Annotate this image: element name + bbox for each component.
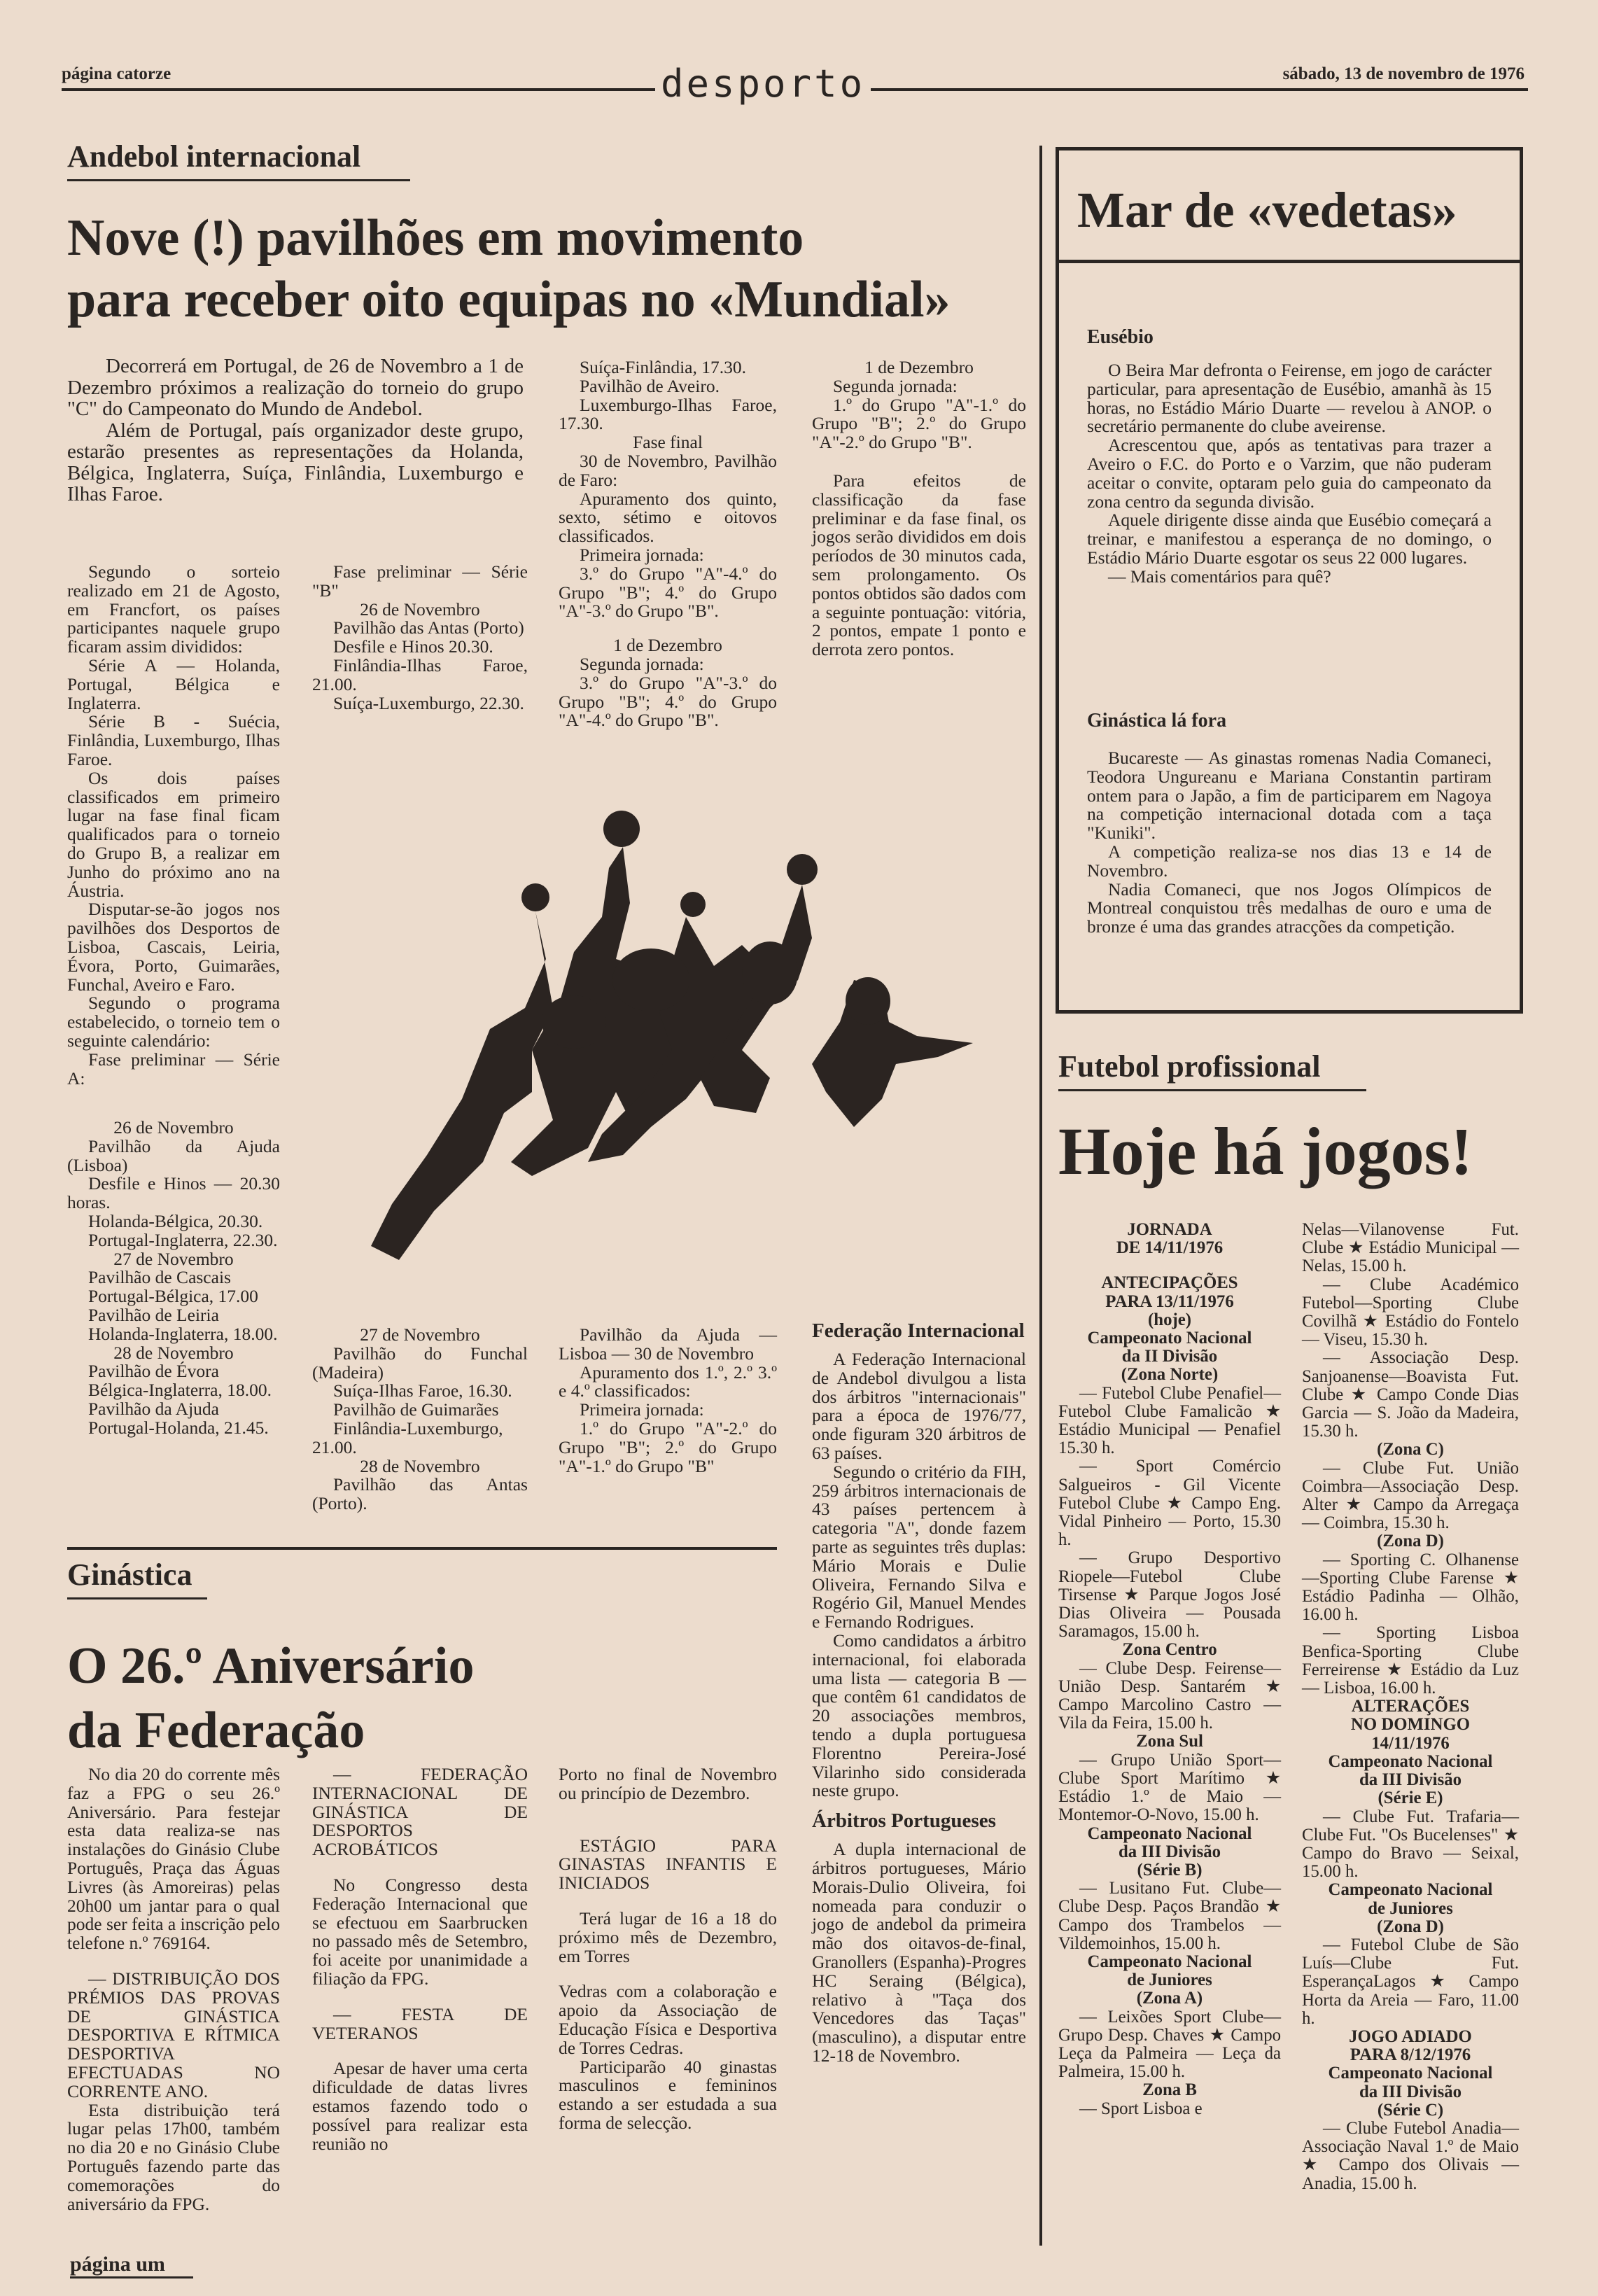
subheading: (Série C) <box>1377 2100 1444 2120</box>
footer-underline <box>70 2276 193 2278</box>
ginastica-column-3 <box>559 1765 777 2133</box>
paragraph: Os dois países classificados em primeiro lugar na fase final ficam qualificados para o torneio do Grupo B, a realizar em Junho do próximo ano na Áustria. <box>67 767 280 901</box>
andebol-column-1-cont <box>67 1119 280 1438</box>
subheading: 14/11/1976 <box>1371 1733 1450 1753</box>
spacer <box>312 1859 528 1876</box>
paragraph: Série A — Holanda, Portugal, Bélgica e Inglaterra. <box>67 654 280 713</box>
paragraph: — FESTA DE VETERANOS <box>312 2003 528 2043</box>
paragraph: Primeira jornada: <box>580 1399 704 1420</box>
subheading: Campeonato Nacional <box>1087 1823 1252 1843</box>
paragraph: Holanda-Bélgica, 20.30. <box>88 1210 263 1231</box>
section-underline <box>1058 1089 1366 1091</box>
andebol-column-1 <box>67 563 280 1088</box>
eusebio-title: Eusébio <box>1087 326 1154 348</box>
paragraph: — Sporting Lisboa Benfica-Sporting Clube Ferreirense ★ Estádio da Luz — Lisboa, 16.00 h. <box>1302 1623 1519 1698</box>
subheading: Campeonato Nacional <box>1328 1880 1493 1900</box>
ball-icon <box>603 811 640 847</box>
spacer <box>559 1893 777 1910</box>
subheading: (Série B) <box>1137 1860 1203 1879</box>
paragraph: Pavilhão da Ajuda — Lisboa — 30 de Novembro <box>559 1324 777 1364</box>
subheading: (Zona C) <box>1377 1440 1444 1460</box>
paragraph: Pavilhão de Guimarães <box>333 1399 499 1420</box>
paragraph: Esta distribuição terá lugar pelas 17h00, também no dia 20 e no Ginásio Clube Português fazendo parte das comemorações do aniversário da FPG. <box>67 2099 280 2214</box>
paragraph: — Leixões Sport Clube—Grupo Desp. Chaves ★ Campo Leça da Palmeira — Leça da Palmeira, 15.00 h. <box>1058 2007 1281 2082</box>
paragraph: Finlândia-Ilhas Faroe, 21.00. <box>312 654 528 694</box>
paragraph: Disputar-se-ão jogos nos pavilhões dos Desportos de Lisboa, Cascais, Leiria, Évora, Porto, Guimarães, Funchal, Aveiro e Faro. <box>67 899 280 995</box>
paragraph: Portugal-Holanda, 21.45. <box>88 1417 269 1438</box>
paragraph: Fase preliminar — Série "B" <box>312 561 528 601</box>
eusebio-text <box>1087 361 1492 587</box>
spacer <box>1058 1257 1281 1274</box>
arbitros-text: A dupla internacional de árbitros portugueses, Mário Morais-Dulio Oliveira, foi nomeada para conduzir o jogo de andebol da primeira mão dos oitavos-de-final, Granollers (Espanha)-Progres HC Seraing (Bélgica), relativo à "Taça dos Vencedores das Taças" (masculino), a disputar entre 12-18 de Novembro. <box>812 1839 1026 2066</box>
paragraph: — Clube Futebol Anadia—Associação Naval 1.º de Maio ★ Campo dos Olivais — Anadia, 15.00 h. <box>1302 2118 1519 2193</box>
paragraph: Desfile e Hinos 20.30. <box>333 636 493 657</box>
paragraph: Para efeitos de classificação da fase preliminar e da fase final, os jogos serão divididos em dois períodos de 30 minutos cada, sem prolongamento. Os pontos obtidos são dados com a seguinte pontuação: vitória, 2 pontos, empate 1 ponto e derrota zero pontos. <box>812 470 1026 660</box>
futebol-column-b <box>1302 1221 1519 2193</box>
paragraph: Bucareste — As ginastas romenas Nadia Comaneci, Teodora Ungureanu e Mariana Constantin partiram ontem para o Japão, a fim de participarem em Nagoya na competição internacional dotada com a taça "Kuniki". <box>1087 748 1492 844</box>
spacer <box>312 1989 528 2005</box>
subheading: JORNADA <box>1127 1220 1212 1239</box>
spacer <box>67 1953 280 1970</box>
subheading: (Zona Norte) <box>1121 1365 1219 1385</box>
futebol-headline: Hoje há jogos! <box>1058 1114 1473 1189</box>
subheading: Zona B <box>1142 2080 1197 2100</box>
paragraph: — Mais comentários para quê? <box>1108 566 1331 587</box>
paragraph: Série B - Suécia, Finlândia, Luxemburgo, Ilhas Faroe. <box>67 711 280 769</box>
section-underline <box>67 1597 207 1600</box>
ginastica-fora-title: Ginástica lá fora <box>1087 710 1227 732</box>
andebol-headline: Nove (!) pavilhões em movimento para receber oito equipas no «Mundial» <box>67 209 951 328</box>
paragraph: — Clube Académico Futebol—Sporting Clube Covilhã ★ Estádio do Fontelo — Viseu, 15.30 h. <box>1302 1275 1519 1350</box>
andebol-column-4 <box>812 358 1026 659</box>
paragraph: Como candidatos a árbitro internacional, foi elaborada uma lista — categoria B — que contêm 61 candidatos de 20 associações membros, tendo a dupla portuguesa Florentno Pereira-José Vilarinho sido considerada neste grupo. <box>812 1630 1026 1801</box>
paragraph: — Clube Fut. Trafaria—Clube Fut. "Os Bucelenses" ★ Campo do Bravo — Seixal, 15.00 h. <box>1302 1807 1519 1882</box>
paragraph: — Sport Comércio Salgueiros - Gil Vicente Futebol Clube ★ Campo Eng. Vidal Pinheiro — Porto, 15.30 h. <box>1058 1457 1281 1550</box>
paragraph: Aquele dirigente disse ainda que Eusébio começará a treinar, e manifestou a esperança de no domingo, o Estádio Mário Duarte esgotar os seus 22 000 lugares. <box>1087 510 1492 568</box>
subheading: (Zona D) <box>1377 1917 1444 1936</box>
subheading: (Série E) <box>1378 1788 1443 1808</box>
paragraph: — Grupo União Sport—Clube Sport Marítimo ★ Estádio 1.º de Maio — Montemor-O-Novo, 15.00 h. <box>1058 1750 1281 1825</box>
paragraph: O Beira Mar defronta o Feirense, em jogo de carácter particular, para apresentação de Eusébio, amanhã às 15 horas, no Estádio Mário Duarte — revelou à ANOP. o secretário permanente do clube aveirense. <box>1087 360 1492 437</box>
subheading: NO DOMINGO <box>1350 1715 1471 1735</box>
section-label-ginastica: Ginástica <box>67 1558 192 1592</box>
spacer <box>312 2043 528 2059</box>
paragraph: — Futebol Clube Penafiel—Futebol Clube Famalicão ★ Estádio Municipal — Penafiel 15.30 h. <box>1058 1383 1281 1458</box>
paragraph: 1 de Dezembro <box>864 357 974 377</box>
paragraph: No Congresso desta Federação Internacional que se efectuou em Saarbrucken no passado mês de Setembro, foi aceite por unanimidade a filiação da FPG. <box>312 1874 528 1989</box>
paragraph: Apesar de haver uma certa dificuldade de datas livres estamos fazendo todo o possível para realizar esta reunião no <box>312 2058 528 2154</box>
paragraph: Porto no final de Novembro ou princípio de Dezembro. <box>559 1764 777 1803</box>
andebol-column-2-cont <box>312 1326 528 1513</box>
paragraph: Pavilhão das Antas (Porto). <box>312 1474 528 1514</box>
paragraph: Segunda jornada: <box>580 653 704 674</box>
paragraph: Suíça-Luxemburgo, 22.30. <box>333 692 524 713</box>
arbitros-title: Árbitros Portugueses <box>812 1809 996 1833</box>
subheading: DE 14/11/1976 <box>1116 1238 1224 1258</box>
paragraph: Pavilhão de Cascais <box>88 1267 231 1288</box>
subheading: ALTERAÇÕES <box>1351 1697 1470 1716</box>
paragraph: Segundo o sorteio realizado em 21 de Agosto, em Francfort, os países participantes naquele grupo ficaram assim divididos: <box>67 561 280 657</box>
section-brand: desporto <box>655 62 871 106</box>
paragraph: Suíça-Ilhas Faroe, 16.30. <box>333 1380 512 1401</box>
paragraph: 1.º do Grupo "A"-1.º do Grupo "B"; 2.º do Grupo "A"-2.º do Grupo "B". <box>812 394 1026 453</box>
spacer <box>559 1803 777 1820</box>
subheading: Campeonato Nacional <box>1087 1952 1252 1971</box>
paragraph: Participarão 40 ginastas masculinos e femininos estando a ser estudada a sua forma de selecção. <box>559 2056 777 2133</box>
section-label-andebol: Andebol internacional <box>67 139 361 174</box>
paragraph: — Associação Desp. Sanjoanense—Boavista Fut. Clube ★ Campo Conde Dias Garcia — S. João da Madeira, 15.30 h. <box>1302 1348 1519 1441</box>
ginastica-fora-text <box>1087 749 1492 937</box>
paragraph: 28 de Novembro <box>113 1342 234 1363</box>
paragraph: 26 de Novembro <box>360 598 480 620</box>
andebol-column-3-cont <box>559 1326 777 1476</box>
andebol-column-3 <box>559 358 777 730</box>
paragraph: Acrescentou que, após as tentativas para trazer a Aveiro o F.C. do Porto e o Varzim, que não puderam aceitar o convite, optaram pelo guia do campeonato da zona centro da segunda divisão. <box>1087 435 1492 512</box>
paragraph: — Clube Fut. União Coimbra—Associação Desp. Alter ★ Campo da Arregaça — Coimbra, 15.30 h. <box>1302 1458 1519 1533</box>
paragraph: Portugal-Bélgica, 17.00 <box>88 1286 258 1307</box>
paragraph: Vedras com a colaboração e apoio da Associação de Educação Física e Desportiva de Torres Cedras. <box>559 1981 777 2058</box>
paragraph: Holanda-Inglaterra, 18.00. <box>88 1323 278 1344</box>
paragraph: — DISTRIBUIÇÃO DOS PRÉMIOS DAS PROVAS DE GINÁSTICA DESPORTIVA E RÍTMICA DESPORTIVA EFECTUADAS NO CORRENTE ANO. <box>67 1968 280 2101</box>
paragraph: A Federação Internacional de Andebol divulgou a lista dos árbitros "internacionais" para a época de 1976/77, onde figuram 320 árbitros de 63 países. <box>812 1349 1026 1463</box>
section-underline <box>67 179 410 181</box>
paragraph: Segunda jornada: <box>833 375 958 396</box>
subheading: (Zona D) <box>1377 1532 1444 1551</box>
subheading: ANTECIPAÇÕES <box>1101 1273 1238 1293</box>
paragraph: Pavilhão de Aveiro. <box>580 375 720 396</box>
column-divider <box>1039 146 1042 2246</box>
ginastica-headline: O 26.º Aniversário da Federação <box>67 1637 475 1759</box>
paragraph: — Futebol Clube de São Luís—Clube Fut. EsperançaLagos ★ Campo Horta da Areia — Faro, 11.00 h. <box>1302 1935 1519 2028</box>
vedetas-title: Mar de «vedetas» <box>1077 182 1457 238</box>
paragraph: 3.º do Grupo "A"-4.º do Grupo "B"; 4.º do Grupo "A"-3.º do Grupo "B". <box>559 563 777 622</box>
vedetas-title-bar <box>1059 150 1520 263</box>
paragraph: — Sport Lisboa e <box>1079 2099 1203 2118</box>
paragraph: Apuramento dos quinto, sexto, sétimo e oitovos classificados. <box>559 488 777 547</box>
futebol-column-a <box>1058 1221 1281 2118</box>
spacer <box>559 1966 777 1982</box>
subheading: Campeonato Nacional <box>1087 1329 1252 1348</box>
paragraph: Primeira jornada: <box>580 544 704 565</box>
ball-icon <box>787 854 818 885</box>
eusebio-block <box>1087 327 1492 587</box>
paragraph: Pavilhão de Évora <box>88 1361 219 1382</box>
federacao-text <box>812 1350 1026 1800</box>
paragraph: Pavilhão de Leiria <box>88 1304 219 1325</box>
paragraph: Suíça-Finlândia, 17.30. <box>580 357 746 377</box>
paragraph: Desfile e Hinos — 20.30 horas. <box>67 1173 280 1213</box>
andebol-column-2 <box>312 563 528 713</box>
issue-date: sábado, 13 de novembro de 1976 <box>1282 64 1525 83</box>
paragraph: Fase preliminar — Série A: <box>67 1049 280 1088</box>
handball-players-illustration <box>322 798 1015 1288</box>
andebol-lead: Decorrerá em Portugal, de 26 de Novembro a 1 de Dezembro próximos a realização do torneio do grupo "C" do Campeonato do Mundo de Andebol. Além de Portugal, país organizador deste grupo, estarão presentes as representações da Holanda, Bélgica, Inglaterra, Suíça, Finlândia, Luxemburgo e Ilhas Faroe. <box>67 355 524 505</box>
subheading: da II Divisão <box>1121 1347 1218 1366</box>
paragraph: 28 de Novembro <box>360 1455 480 1476</box>
subheading: da III Divisão <box>1359 2082 1462 2101</box>
vedetas-box <box>1056 147 1523 1014</box>
paragraph: — Grupo Desportivo Riopele—Futebol Clube Tirsense ★ Parque Jogos José Dias Oliveira — Pousada Saramagos, 15.00 h. <box>1058 1548 1281 1642</box>
federacao-title: Federação Internacional <box>812 1320 1025 1342</box>
paragraph: Nadia Comaneci, que nos Jogos Olímpicos de Montreal conquistou três medalhas de ouro e uma de bronze é uma das grandes atracções da competição. <box>1087 878 1492 937</box>
subheading: Zona Sul <box>1136 1732 1203 1751</box>
paragraph: 3.º do Grupo "A"-3.º do Grupo "B"; 4.º do Grupo "A"-4.º do Grupo "B". <box>559 672 777 731</box>
paragraph: Finlândia-Luxemburgo, 21.00. <box>312 1418 503 1457</box>
paragraph: Bélgica-Inglaterra, 18.00. <box>88 1380 272 1401</box>
paragraph: 30 de Novembro, Pavilhão de Faro: <box>559 450 777 490</box>
paragraph: Segundo o programa estabelecido, o torneio tem o seguinte calendário: <box>67 993 280 1051</box>
ginastica-column-1 <box>67 1765 280 2213</box>
paragraph: Fase final <box>633 432 703 453</box>
subheading: da III Divisão <box>1118 1842 1221 1861</box>
paragraph: Pavilhão das Antas (Porto) <box>333 617 524 638</box>
paragraph: 1.º do Grupo "A"-2.º do Grupo "B"; 2.º do Grupo "A"-1.º do Grupo "B" <box>559 1418 777 1476</box>
subheading: (Zona A) <box>1136 1989 1203 2008</box>
spacer <box>559 1820 777 1837</box>
paragraph: — Clube Desp. Feirense—União Desp. Santarém ★ Campo Marcolino Castro — Vila da Feira, 15.00 h. <box>1058 1658 1281 1733</box>
subheading: (hoje) <box>1148 1310 1191 1329</box>
ginastica-top-rule <box>67 1547 777 1550</box>
subheading: Campeonato Nacional <box>1328 2064 1493 2083</box>
paragraph: Terá lugar de 16 a 18 do próximo mês de Dezembro, em Torres <box>559 1907 777 1966</box>
footer-label: página um <box>70 2253 165 2276</box>
paragraph: Portugal-Inglaterra, 22.30. <box>88 1229 278 1250</box>
federacao-block <box>812 1320 1026 2066</box>
page-number: página catorze <box>62 64 171 83</box>
paragraph: Pavilhão da Ajuda (Lisboa) <box>67 1135 280 1175</box>
paragraph: — Lusitano Fut. Clube—Clube Desp. Paços Brandão ★ Campo dos Trambelos — Vildemoinhos, 15.00 h. <box>1058 1879 1281 1953</box>
subheading: PARA 13/11/1976 <box>1105 1292 1234 1311</box>
subheading: PARA 8/12/1976 <box>1350 2045 1471 2065</box>
paragraph: 27 de Novembro <box>360 1324 480 1345</box>
subheading: Campeonato Nacional <box>1328 1751 1493 1771</box>
subheading: de Juniores <box>1127 1970 1212 1990</box>
paragraph: 27 de Novembro <box>113 1248 234 1269</box>
subheading: da III Divisão <box>1359 1770 1462 1790</box>
subheading: de Juniores <box>1368 1898 1453 1918</box>
paragraph: Luxemburgo-Ilhas Faroe, 17.30. <box>559 394 777 434</box>
paragraph: — Sporting C. Olhanense—Sporting Clube Farense ★ Estádio Padinha — Olhão, 16.00 h. <box>1302 1550 1519 1625</box>
paragraph: Nelas—Vilanovense Fut. Clube ★ Estádio Municipal — Nelas, 15.00 h. <box>1302 1220 1519 1276</box>
ball-icon <box>680 892 706 917</box>
paragraph: Pavilhão do Funchal (Madeira) <box>312 1343 528 1382</box>
paragraph: Pavilhão da Ajuda <box>88 1398 219 1419</box>
paragraph: 1 de Dezembro <box>613 635 722 656</box>
ball-icon <box>521 883 549 911</box>
subheading: JOGO ADIADO <box>1349 2026 1472 2046</box>
ginastica-fora-block <box>1087 710 1492 937</box>
ginastica-column-2 <box>312 1765 528 2153</box>
paragraph: ESTÁGIO PARA GINASTAS INFANTIS E INICIADOS <box>559 1835 777 1893</box>
paragraph: — FEDERAÇÃO INTERNACIONAL DE GINÁSTICA DE DESPORTOS ACROBÁTICOS <box>312 1764 528 1860</box>
paragraph: A competição realiza-se nos dias 13 e 14 de Novembro. <box>1087 841 1492 881</box>
paragraph: No dia 20 do corrente mês faz a FPG o seu 26.º Aniversário. Para festejar esta data realiza-se nas instalações do Ginásio Clube Português, Praça das Águas Livres (às Amoreiras) pelas 20h00 um jantar para o qual pode ser feita a inscrição pelo telefone n.º 769164. <box>67 1764 280 1954</box>
paragraph: Segundo o critério da FIH, 259 árbitros internacionais de 43 países pertencem à categoria "A", donde fazem parte as seguintes três duplas: Mário Morais e Dulie Oliveira, Fernando Silva e Rogério Gil, Manuel Mendes e Fernando Rodrigues. <box>812 1461 1026 1632</box>
section-label-futebol: Futebol profissional <box>1058 1049 1321 1084</box>
paragraph: 26 de Novembro <box>113 1117 234 1138</box>
subheading: Zona Centro <box>1122 1640 1217 1660</box>
paragraph: Apuramento dos 1.º, 2.º 3.º e 4.º classificados: <box>559 1362 777 1401</box>
